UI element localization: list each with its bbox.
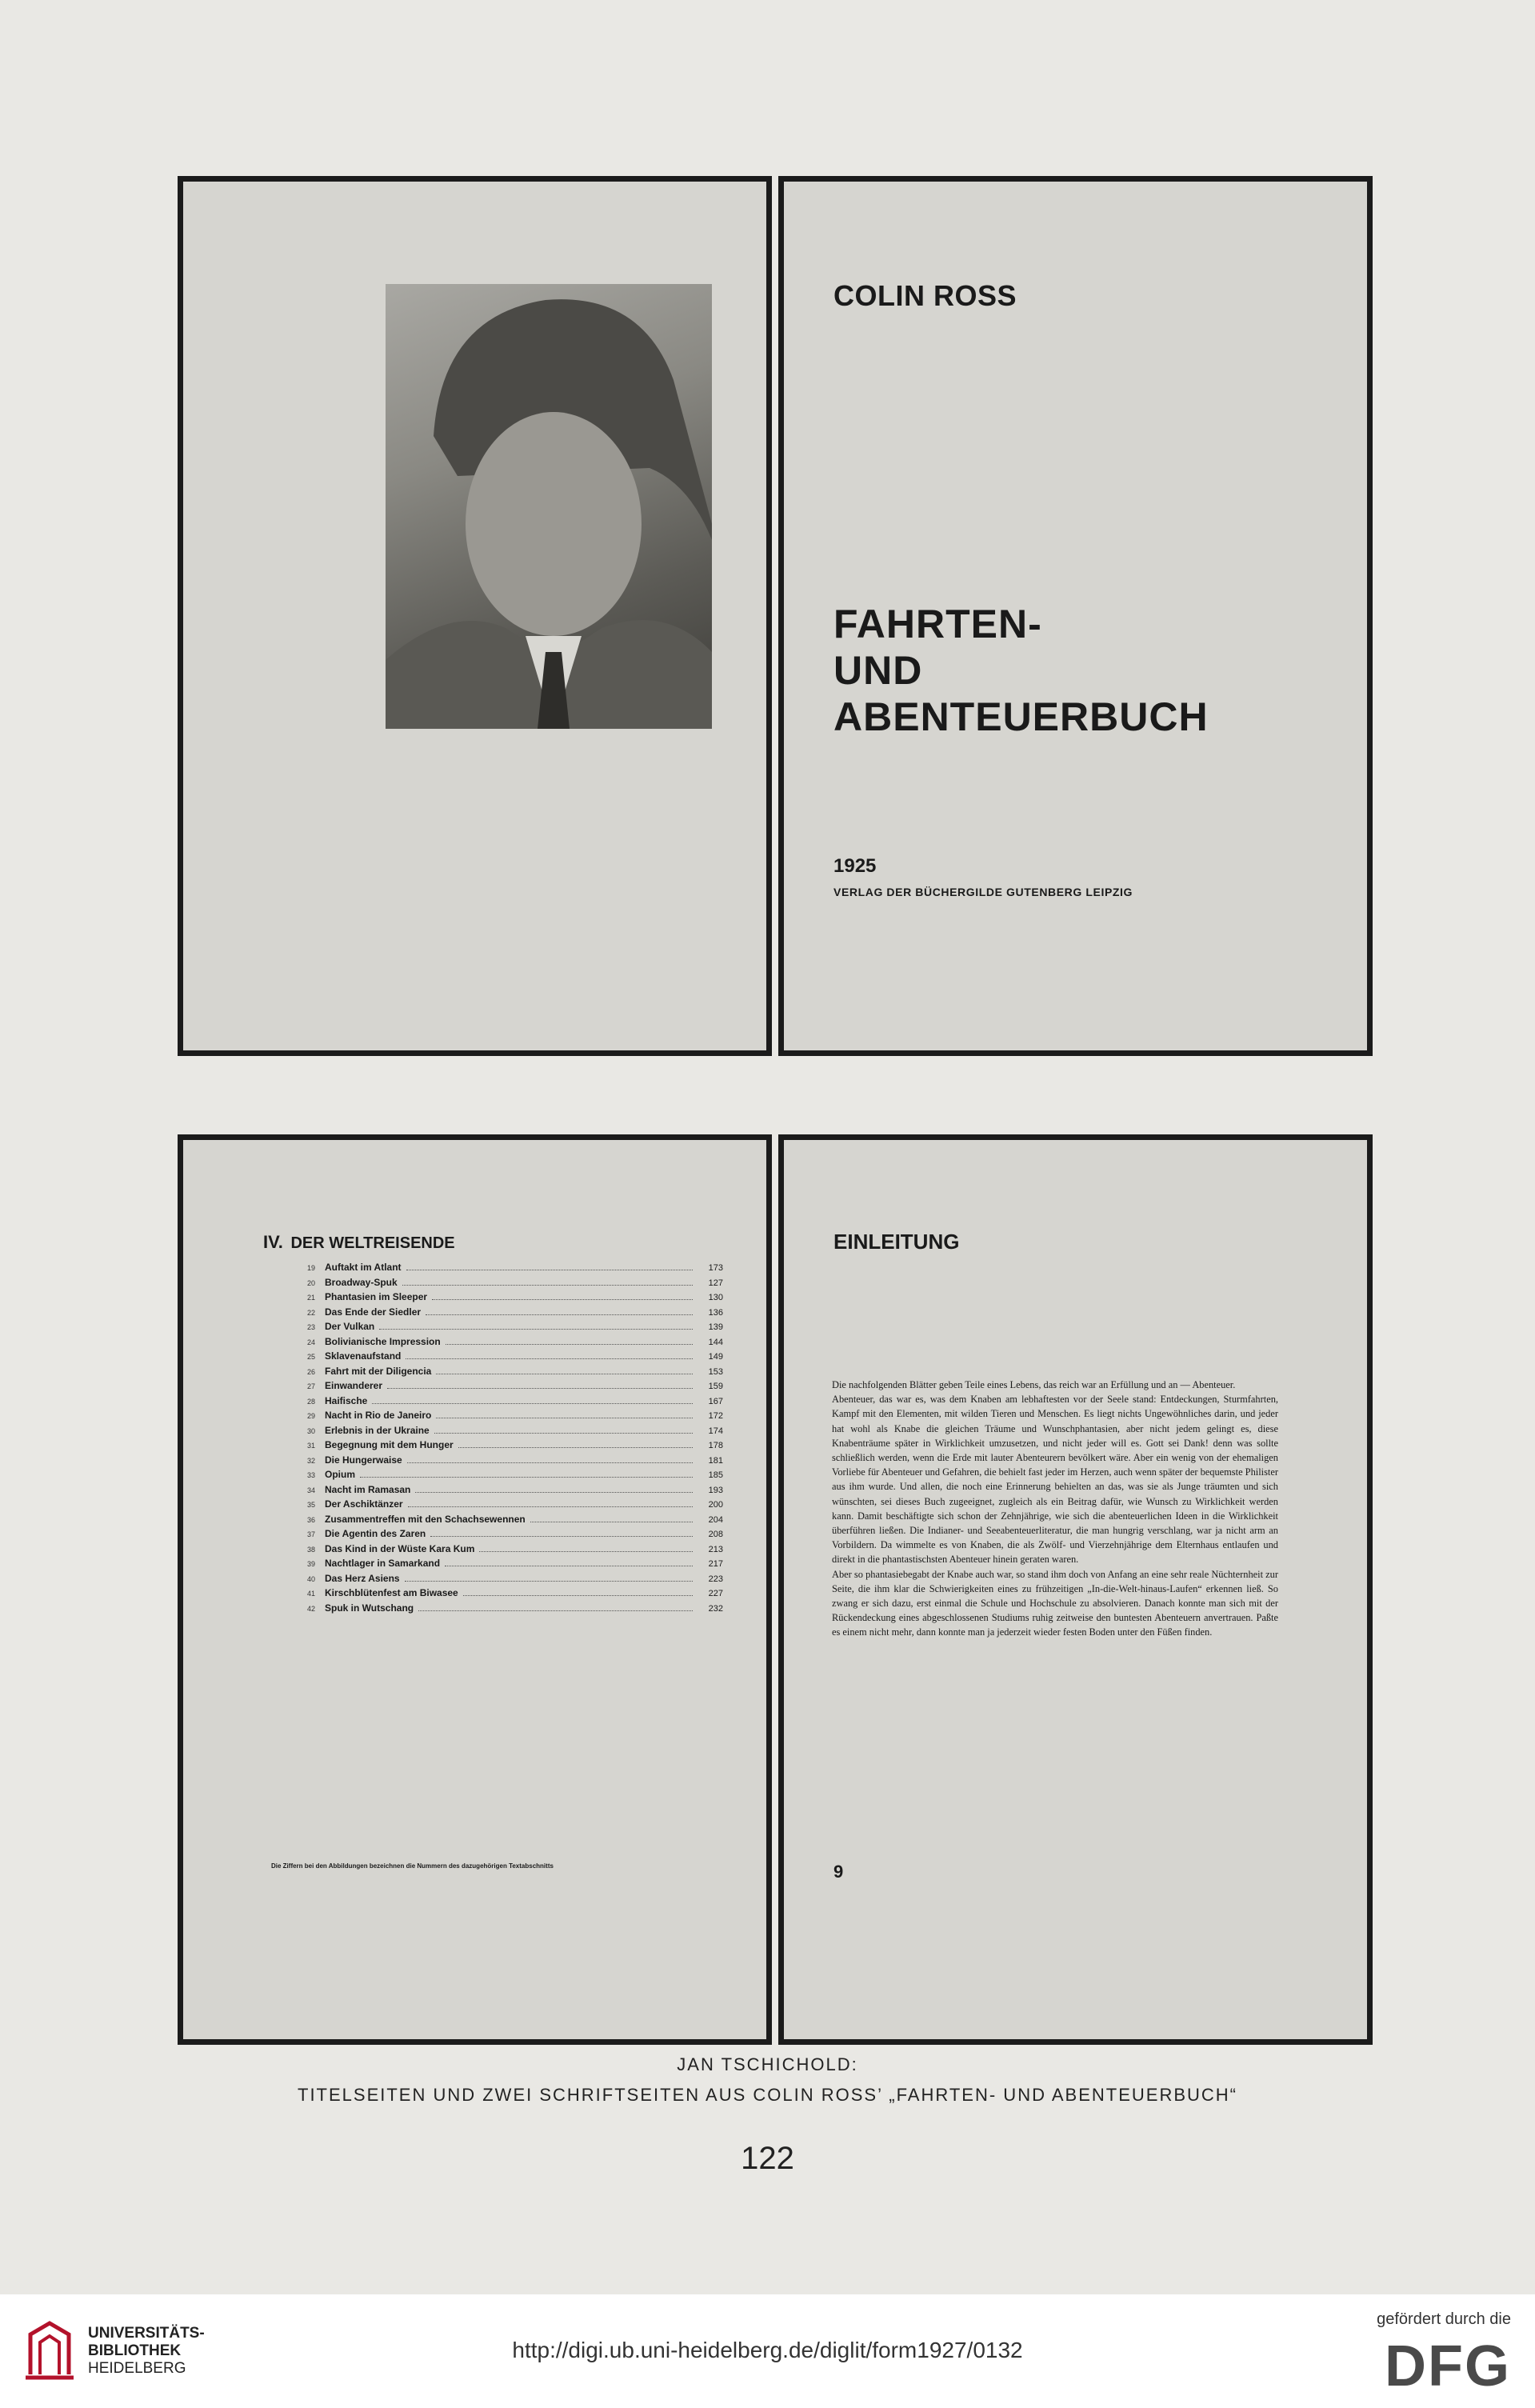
toc-entry-title: Broadway-Spuk bbox=[325, 1276, 398, 1288]
toc-entry-number: 40 bbox=[307, 1574, 316, 1583]
library-line: HEIDELBERG bbox=[88, 2360, 186, 2377]
toc-entry-page: 227 bbox=[708, 1589, 723, 1598]
toc-entry bbox=[307, 1380, 723, 1395]
toc-entry bbox=[307, 1454, 723, 1470]
toc-entry-page: 144 bbox=[708, 1337, 723, 1347]
toc-entry-number: 25 bbox=[307, 1353, 316, 1361]
title-page bbox=[778, 176, 1373, 1056]
toc-entry-title: Auftakt im Atlant bbox=[325, 1262, 402, 1273]
caption-description: TITELSEITEN UND ZWEI SCHRIFTSEITEN AUS COLIN ROSS’ „FAHRTEN- UND ABENTEUERBUCH“ bbox=[298, 2085, 1237, 2105]
toc-entry bbox=[307, 1277, 723, 1292]
footer bbox=[0, 2294, 1535, 2408]
toc-entry-number: 20 bbox=[307, 1278, 316, 1287]
title-line: UND bbox=[833, 648, 923, 693]
toc-entry-page: 208 bbox=[708, 1530, 723, 1539]
toc-entry-page: 127 bbox=[708, 1278, 723, 1288]
toc-entry-number: 27 bbox=[307, 1382, 316, 1390]
paragraph: Abenteuer, das war es, was dem Knaben am lebhaftesten vor der Seele stand: Entdeckungen, Sturmfahrten, Kampf mit den Elementen, mit wilden Tieren und Menschen. Es liegt nichts Ungewöhnliches darin, und jeder hat wohl als Knabe die gleichen Träume und Wunschphantasien, aber nicht jedem gelingt es, diese Knabenträume später in Wirklichkeit umzusetzen, und nicht jeder will es. Gott sei Dank! denn was sollte schließlich werden, wenn die Erde mit lauter Abenteurern bevölkert wäre. Aber ein wenig von der ehemaligen Vorliebe für Abenteuer und Gefahren, die behielt fast jeder im Herzen, auch wenn später der bequemste Philister aus ihm wurde. Und allen, die noch eine Erinnerung behielten an das, was sie als Junge träumten und sich wünschten, sei dieses Buch zugeeignet, zugleich als ein Beitrag dafür, wie Wunsch zu Wirklichkeit werden kann. Damit beschäftigte sich schon der Zehnjährige, wie sich die abenteuerlichen Ideen in die Wirklichkeit überführen ließen. Die Indianer- und Seeabenteuerliteratur, die man hungrig verschlang, war ja nicht arm an Vorbildern. Da wimmelte es von Knaben, die als Zwölf- und Vierzehnjährige dem Elternhaus entlaufen und direkt in die phantastischsten Abenteuer hinein geraten waren. bbox=[832, 1394, 1278, 1566]
source-url-link[interactable]: http://digi.ub.uni-heidelberg.de/diglit/form1927/0132 bbox=[512, 2338, 1023, 2362]
toc-leader bbox=[360, 1477, 693, 1478]
contents-footnote: Die Ziffern bei den Abbildungen bezeichnen die Nummern des dazugehörigen Textabschnitts bbox=[271, 1862, 554, 1870]
toc-entry-number: 37 bbox=[307, 1530, 316, 1538]
toc-entry-title: Die Agentin des Zaren bbox=[325, 1528, 426, 1539]
toc-entry-page: 130 bbox=[708, 1293, 723, 1302]
toc-entry bbox=[307, 1321, 723, 1336]
toc-leader bbox=[458, 1447, 693, 1448]
toc-entry bbox=[307, 1514, 723, 1529]
toc-entry-title: Das Ende der Siedler bbox=[325, 1306, 422, 1318]
toc-entry-page: 232 bbox=[708, 1603, 723, 1614]
toc-entry-title: Sklavenaufstand bbox=[325, 1350, 402, 1362]
toc-entry-title: Das Herz Asiens bbox=[325, 1572, 400, 1584]
page-number: 122 bbox=[741, 2141, 794, 2176]
toc-entry-page: 193 bbox=[708, 1485, 723, 1495]
toc-entry-page: 174 bbox=[708, 1426, 723, 1436]
toc-entry bbox=[307, 1484, 723, 1499]
toc-entry-number: 31 bbox=[307, 1442, 316, 1450]
toc-entry bbox=[307, 1350, 723, 1366]
toc-entry-number: 34 bbox=[307, 1486, 316, 1494]
toc-entry-number: 28 bbox=[307, 1397, 316, 1406]
toc-entry-page: 217 bbox=[708, 1559, 723, 1569]
toc-entry bbox=[307, 1573, 723, 1588]
toc-entry-page: 178 bbox=[708, 1441, 723, 1450]
toc-entry-number: 41 bbox=[307, 1590, 316, 1598]
toc-entry-page: 149 bbox=[708, 1352, 723, 1362]
title-line: FAHRTEN- bbox=[833, 602, 1042, 646]
toc-entry-number: 24 bbox=[307, 1338, 316, 1346]
toc-entry-title: Die Hungerwaise bbox=[325, 1454, 402, 1466]
toc-entry bbox=[307, 1336, 723, 1351]
title-spread bbox=[178, 176, 1373, 1056]
toc-leader bbox=[463, 1595, 693, 1596]
frontispiece-page bbox=[178, 176, 772, 1056]
toc-entry bbox=[307, 1366, 723, 1381]
toc-entry bbox=[307, 1425, 723, 1440]
toc-leader bbox=[402, 1285, 693, 1286]
toc-leader bbox=[387, 1388, 693, 1389]
toc-entry-number: 32 bbox=[307, 1456, 316, 1465]
toc-entry-number: 21 bbox=[307, 1294, 316, 1302]
publication-year: 1925 bbox=[833, 855, 877, 877]
toc-leader bbox=[426, 1314, 693, 1315]
toc-entry bbox=[307, 1528, 723, 1543]
author-name: COLIN ROSS bbox=[833, 279, 1017, 312]
toc-entry bbox=[307, 1306, 723, 1322]
section-heading bbox=[263, 1232, 455, 1253]
toc-leader bbox=[405, 1581, 693, 1582]
toc-entry bbox=[307, 1587, 723, 1602]
toc-entry bbox=[307, 1498, 723, 1514]
introduction-text bbox=[832, 1378, 1278, 1640]
toc-leader bbox=[406, 1358, 693, 1359]
toc-entry-page: 167 bbox=[708, 1396, 723, 1406]
toc-entry-page: 200 bbox=[708, 1500, 723, 1510]
title-line: ABENTEUERBUCH bbox=[833, 694, 1209, 739]
contents-page bbox=[178, 1134, 772, 2045]
toc-entry bbox=[307, 1439, 723, 1454]
toc-entry bbox=[307, 1469, 723, 1484]
toc-entry bbox=[307, 1602, 723, 1618]
toc-entry-number: 33 bbox=[307, 1471, 316, 1479]
toc-entry-number: 29 bbox=[307, 1412, 316, 1420]
toc-entry-number: 42 bbox=[307, 1604, 316, 1613]
toc-entry-number: 30 bbox=[307, 1426, 316, 1435]
toc-leader bbox=[415, 1492, 693, 1493]
toc-entry-number: 38 bbox=[307, 1545, 316, 1554]
toc-entry-page: 172 bbox=[708, 1411, 723, 1421]
toc-entry-number: 35 bbox=[307, 1501, 316, 1509]
toc-entry bbox=[307, 1410, 723, 1425]
toc-entry-number: 36 bbox=[307, 1515, 316, 1524]
toc-entry-title: Einwanderer bbox=[325, 1380, 383, 1391]
toc-leader bbox=[446, 1344, 693, 1345]
paragraph: Die nachfolgenden Blätter geben Teile eines Lebens, das reich war an Erfüllung und an — Abenteuer. bbox=[832, 1379, 1236, 1390]
toc-entry-title: Das Kind in der Wüste Kara Kum bbox=[325, 1542, 475, 1554]
paragraph: Aber so phantasiebegabt der Knabe auch war, so stand ihm doch von Anfang an eine sehr reale Nüchternheit zur Seite, die ihm klar die Schwierigkeiten eines zu frühzeitigen „In-die-Welt-hinaus-Laufen“ erkennen ließ. So zwang er sich dazu, erst einmal die Schule und Hochschule zu absolvieren. Danach konnte man sich mit der Rückendeckung eines abgeschlossenen Studiums ruhig zeitweise den buntesten Abenteuern anvertrauen. Paßte es einem nicht mehr, dann konnte man ja jederzeit wieder festen Boden unter den Füßen finden. bbox=[832, 1568, 1278, 1638]
toc-entry-page: 181 bbox=[708, 1455, 723, 1466]
funding-label: gefördert durch die bbox=[1377, 2310, 1511, 2328]
toc-leader bbox=[407, 1462, 693, 1463]
text-spread bbox=[178, 1134, 1373, 2045]
toc-entry-title: Kirschblütenfest am Biwasee bbox=[325, 1587, 458, 1598]
toc-entry-number: 39 bbox=[307, 1560, 316, 1568]
toc-entry-page: 185 bbox=[708, 1470, 723, 1480]
caption-credit: JAN TSCHICHOLD: bbox=[677, 2054, 858, 2074]
toc-entry-title: Nachtlager in Samarkand bbox=[325, 1558, 441, 1569]
toc-entry-number: 26 bbox=[307, 1367, 316, 1376]
toc-leader bbox=[379, 1329, 693, 1330]
toc-leader bbox=[372, 1403, 693, 1404]
toc-entry-page: 213 bbox=[708, 1544, 723, 1554]
book-page-number: 9 bbox=[833, 1862, 844, 1882]
section-title: DER WELTREISENDE bbox=[290, 1234, 455, 1252]
toc-entry bbox=[307, 1543, 723, 1558]
toc-entry-title: Begegnung mit dem Hunger bbox=[325, 1439, 454, 1450]
toc-entry-page: 173 bbox=[708, 1263, 723, 1273]
toc-leader bbox=[430, 1536, 693, 1537]
toc-entry-title: Fahrt mit der Diligencia bbox=[325, 1365, 432, 1377]
author-portrait bbox=[386, 284, 712, 729]
introduction-page bbox=[778, 1134, 1373, 2045]
toc-entry-page: 223 bbox=[708, 1574, 723, 1584]
toc-leader bbox=[408, 1506, 693, 1507]
toc-leader bbox=[432, 1299, 693, 1300]
toc-entry-title: Erlebnis in der Ukraine bbox=[325, 1424, 430, 1436]
toc-leader bbox=[479, 1551, 693, 1552]
toc-entry bbox=[307, 1395, 723, 1410]
toc-entry-title: Phantasien im Sleeper bbox=[325, 1291, 428, 1302]
toc-entry-number: 19 bbox=[307, 1264, 316, 1272]
toc-leader bbox=[418, 1610, 693, 1611]
section-number: IV. bbox=[263, 1232, 283, 1252]
toc-entry-page: 204 bbox=[708, 1514, 723, 1525]
toc-entry-title: Haifische bbox=[325, 1394, 368, 1406]
toc-entry-title: Opium bbox=[325, 1469, 355, 1480]
book-title bbox=[833, 601, 1209, 740]
toc-entry-number: 22 bbox=[307, 1308, 316, 1317]
toc-entry-title: Zusammentreffen mit den Schachsewennen bbox=[325, 1513, 526, 1525]
dfg-logo: DFG bbox=[1385, 2334, 1511, 2398]
toc-entry-title: Spuk in Wutschang bbox=[325, 1602, 414, 1614]
toc-entry-page: 139 bbox=[708, 1322, 723, 1332]
library-line: BIBLIOTHEK bbox=[88, 2342, 182, 2359]
toc-entry-title: Der Aschiktänzer bbox=[325, 1498, 403, 1510]
toc-entry-title: Bolivianische Impression bbox=[325, 1335, 441, 1347]
toc-entry-page: 136 bbox=[708, 1307, 723, 1318]
toc-entry-title: Der Vulkan bbox=[325, 1321, 375, 1332]
toc-entry-number: 23 bbox=[307, 1323, 316, 1331]
toc-entry-title: Nacht in Rio de Janeiro bbox=[325, 1410, 432, 1421]
introduction-heading: EINLEITUNG bbox=[833, 1230, 960, 1254]
toc-entry-page: 159 bbox=[708, 1382, 723, 1391]
toc-entry-page: 153 bbox=[708, 1366, 723, 1377]
toc-leader bbox=[434, 1433, 693, 1434]
toc-entry bbox=[307, 1262, 723, 1277]
toc-entry bbox=[307, 1291, 723, 1306]
contents-list bbox=[307, 1262, 723, 1617]
publisher: VERLAG DER BÜCHERGILDE GUTENBERG LEIPZIG bbox=[833, 886, 1133, 898]
toc-entry bbox=[307, 1558, 723, 1573]
library-line: UNIVERSITÄTS- bbox=[88, 2325, 205, 2342]
toc-entry-title: Nacht im Ramasan bbox=[325, 1483, 411, 1495]
